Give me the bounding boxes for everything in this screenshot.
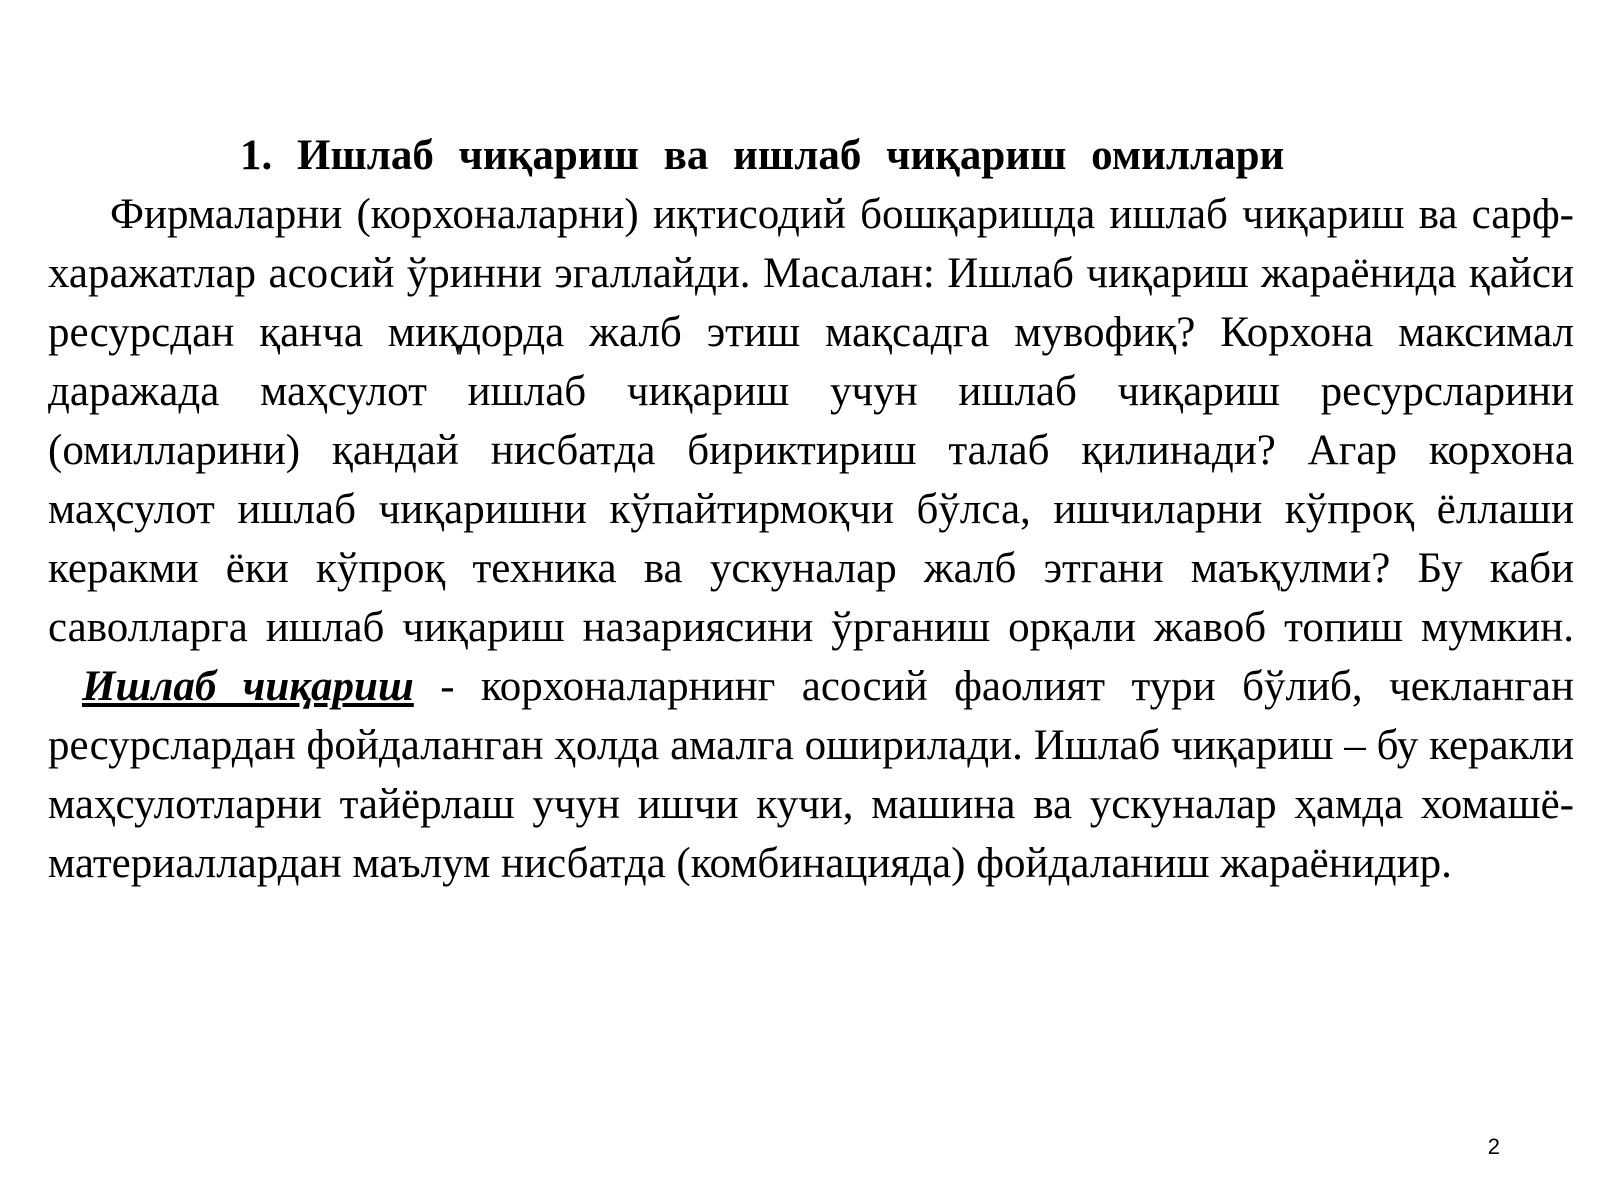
slide-text-body — [48, 126, 1574, 893]
page-number: 2 — [1487, 1134, 1500, 1159]
paragraph-1 — [48, 185, 1574, 657]
paragraph-2-text: - корхоналарнинг асосий фаолият тури бўлиб, чекланган ресурслардан фойдаланган ҳолда амалга оширилади. Ишлаб чиқариш – бу керакли маҳсулотларни тайёрлаш учун ишчи кучи, машина ва ускуналар ҳамда хомашё-материаллардан маълум нисбатда (комбинацияда) фойдаланиш жараёнидир. — [48, 663, 1574, 887]
paragraph-2 — [48, 657, 1574, 893]
paragraph-1-end: мумкин. — [1420, 604, 1575, 651]
term-definition-heading: Ишлаб чиқариш — [82, 663, 414, 710]
slide-title: 1. Ишлаб чиқариш ва ишлаб чиқариш омиллари — [240, 132, 1285, 179]
paragraph-1-text: Фирмаларни (корхоналарни) иқтисодий бошқаришда ишлаб чиқариш ва сарф-харажатлар асосий ўринни эгаллайди. Масалан: Ишлаб чиқариш жараёнида қайси ресурсдан қанча миқдорда жалб этиш мақсадга мувофиқ? Корхона максимал даражада маҳсулот ишлаб чиқариш учун ишлаб чиқариш ресурсларини (омилларини) қандай нисбатда бириктириш талаб қилинади? Агар корхона маҳсулот ишлаб чиқаришни кўпайтирмоқчи бўлса, ишчиларни кўпроқ ёллаши керакми ёки кўпроқ техника ва ускуналар жалб этгани маъқулми? Бу каби саволларга ишлаб чиқариш назариясини ўрганиш орқали жавоб топиш — [48, 191, 1574, 651]
